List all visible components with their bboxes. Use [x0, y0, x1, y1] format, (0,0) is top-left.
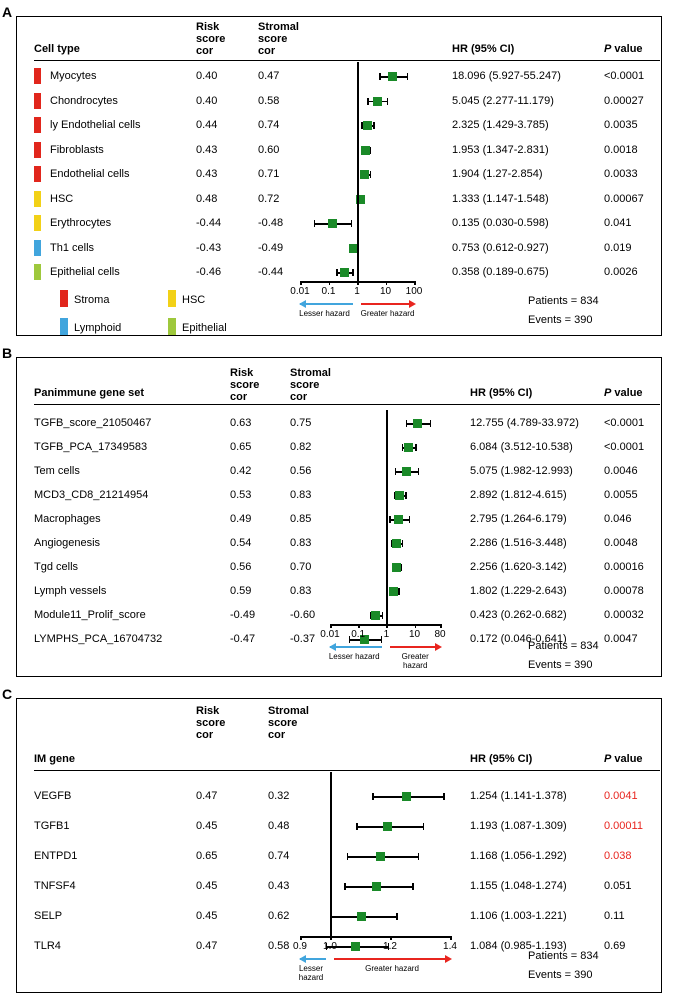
risk-score-value: 0.45	[196, 820, 218, 832]
stromal-score-value: 0.58	[258, 94, 280, 107]
stromal-score-value: 0.43	[268, 880, 290, 892]
x-axis-tick-label: 100	[405, 286, 423, 297]
column-header-hr: HR (95% CI)	[452, 43, 515, 55]
row-label: Myocytes	[50, 70, 97, 82]
lesser-hazard-arrow	[300, 303, 353, 305]
row-label: Chondrocytes	[50, 94, 118, 107]
row-label: Endothelial cells	[50, 168, 130, 180]
x-axis-tick	[386, 624, 388, 628]
row-label: Lymph vessels	[34, 585, 107, 597]
p-value: 0.00016	[604, 561, 644, 573]
patients-count: Patients = 834	[528, 950, 599, 962]
column-header-risk-score-cor: score	[196, 33, 226, 45]
x-axis-tick	[415, 624, 417, 628]
stromal-score-value: 0.32	[268, 790, 290, 802]
legend-swatch	[60, 290, 68, 307]
stromal-score-value: 0.85	[290, 513, 312, 525]
column-header-name: Panimmune gene set	[34, 387, 145, 399]
stromal-score-value: 0.70	[290, 561, 312, 573]
hr-ci-value: 6.084 (3.512-10.538)	[470, 441, 573, 453]
hr-ci-value: 2.795 (1.264-6.179)	[470, 513, 567, 525]
stromal-score-value: -0.44	[258, 266, 284, 278]
header-separator	[34, 770, 660, 771]
hr-point-marker	[392, 563, 401, 572]
p-value: 0.019	[604, 241, 632, 254]
hr-ci-value: 1.802 (1.229-2.643)	[470, 585, 567, 597]
reference-line	[330, 772, 332, 936]
greater-hazard-label: Greater hazard	[365, 964, 419, 973]
legend-swatch	[168, 290, 176, 307]
hr-ci-value: 0.135 (0.030-0.598)	[452, 217, 549, 229]
risk-score-value: -0.46	[196, 266, 222, 278]
x-axis-tick-label: 80	[434, 629, 446, 640]
risk-score-value: 0.49	[230, 513, 252, 525]
column-header-risk-score-cor: cor	[196, 729, 214, 741]
x-axis-tick	[329, 281, 331, 285]
risk-score-value: 0.54	[230, 537, 252, 549]
ci-cap-left	[367, 98, 369, 105]
p-value: 0.0018	[604, 143, 638, 156]
hr-ci-value: 18.096 (5.927-55.247)	[452, 70, 561, 82]
greater-hazard-label: Greater hazard	[360, 309, 415, 318]
hr-point-marker	[372, 882, 381, 891]
ci-cap-right	[402, 540, 404, 547]
stromal-score-value: 0.83	[290, 537, 312, 549]
row-label: Erythrocytes	[50, 217, 112, 229]
risk-score-value: 0.42	[230, 465, 252, 477]
column-header-risk-score-cor: Risk	[230, 367, 254, 379]
lesser-hazard-arrow	[330, 646, 382, 648]
risk-score-value: 0.44	[196, 119, 218, 131]
x-axis-tick-label: 1	[354, 286, 360, 297]
hr-point-marker	[392, 539, 401, 548]
stromal-score-value: 0.47	[258, 70, 280, 82]
hr-point-marker	[360, 170, 369, 179]
row-color-swatch	[34, 117, 41, 133]
lesser-hazard-label: Lesser hazard	[328, 652, 380, 661]
x-axis-tick-label: 10	[379, 286, 392, 297]
x-axis-tick	[440, 624, 442, 628]
row-label: LYMPHS_PCA_16704732	[34, 633, 163, 645]
p-value: 0.0055	[604, 489, 638, 501]
ci-cap-right	[415, 444, 417, 451]
risk-score-value: -0.47	[230, 633, 256, 645]
column-header-stromal-score-cor: Stromal	[290, 367, 331, 379]
ci-cap-right	[418, 468, 420, 475]
legend-swatch	[60, 318, 68, 335]
ci-cap-right	[370, 147, 372, 154]
x-axis-tick-label: 10	[408, 629, 421, 640]
hr-ci-value: 2.325 (1.429-3.785)	[452, 119, 549, 131]
risk-score-value: 0.65	[230, 441, 252, 453]
greater-hazard-arrow	[361, 303, 410, 305]
risk-score-value: 0.45	[196, 880, 218, 892]
lesser-hazard-label: Lesser hazard	[298, 964, 324, 982]
hr-point-marker	[376, 852, 385, 861]
panel-letter-b: B	[2, 345, 13, 361]
row-color-swatch	[34, 264, 41, 280]
hr-point-marker	[351, 942, 360, 951]
lesser-hazard-arrowhead	[299, 955, 306, 963]
stromal-score-value: 0.72	[258, 192, 280, 205]
column-header-pvalue: P value	[604, 387, 643, 399]
stromal-score-value: 0.48	[268, 820, 290, 832]
hr-ci-value: 2.892 (1.812-4.615)	[470, 489, 567, 501]
hr-point-marker	[373, 97, 382, 106]
x-axis-tick	[330, 624, 332, 628]
column-header-stromal-score-cor: cor	[258, 45, 276, 57]
greater-hazard-arrowhead	[435, 643, 442, 651]
p-value: <0.0001	[604, 417, 645, 429]
ci-cap-right	[412, 883, 414, 890]
ci-cap-right	[351, 220, 353, 227]
hr-point-marker	[340, 268, 349, 277]
x-axis-tick	[300, 936, 302, 940]
legend-swatch	[168, 318, 176, 335]
row-label: ly Endothelial cells	[50, 119, 141, 131]
x-axis-tick	[300, 281, 302, 285]
column-header-stromal-score-cor: score	[290, 379, 320, 391]
ci-cap-left	[356, 823, 358, 830]
stromal-score-value: 0.71	[258, 168, 280, 180]
column-header-name: IM gene	[34, 753, 75, 765]
risk-score-value: 0.56	[230, 561, 252, 573]
patients-count: Patients = 834	[528, 295, 599, 307]
stromal-score-value: -0.60	[290, 609, 316, 621]
p-value: 0.0048	[604, 537, 638, 549]
legend-label: HSC	[182, 294, 206, 306]
hr-point-marker	[413, 419, 422, 428]
risk-score-value: 0.43	[196, 168, 218, 180]
p-value: 0.051	[604, 880, 632, 892]
hr-ci-value: 1.904 (1.27-2.854)	[452, 168, 543, 180]
x-axis-tick	[358, 624, 360, 628]
hr-point-marker	[363, 121, 372, 130]
hr-point-marker	[371, 611, 380, 620]
row-label: MCD3_CD8_21214954	[34, 489, 149, 501]
x-axis-line	[330, 624, 440, 626]
p-value: 0.0035	[604, 119, 638, 131]
stromal-score-value: 0.58	[268, 940, 290, 952]
hr-ci-value: 0.753 (0.612-0.927)	[452, 241, 549, 254]
p-value: 0.0041	[604, 790, 638, 802]
greater-hazard-arrowhead	[445, 955, 452, 963]
panel-letter-a: A	[2, 4, 13, 20]
stromal-score-value: -0.49	[258, 241, 284, 254]
hr-ci-value: 2.256 (1.620-3.142)	[470, 561, 567, 573]
stromal-score-value: 0.62	[268, 910, 290, 922]
column-header-risk-score-cor: cor	[230, 391, 248, 403]
greater-hazard-label: Greater hazard	[401, 652, 429, 670]
column-header-stromal-score-cor: cor	[290, 391, 308, 403]
column-header-stromal-score-cor: Stromal	[268, 705, 309, 717]
x-axis-tick-label: 0.01	[290, 286, 310, 297]
ci-cap-right	[382, 612, 384, 619]
column-header-stromal-score-cor: score	[258, 33, 288, 45]
stromal-score-value: 0.74	[258, 119, 280, 131]
p-value: 0.046	[604, 513, 632, 525]
row-label: Tem cells	[34, 465, 80, 477]
ci-cap-left	[406, 420, 408, 427]
column-header-name: Cell type	[34, 43, 80, 55]
hr-point-marker	[388, 72, 397, 81]
x-axis-tick-label: 0.9	[293, 941, 307, 952]
ci-cap-left	[395, 468, 397, 475]
risk-score-value: 0.45	[196, 910, 218, 922]
ci-cap-right	[409, 516, 411, 523]
ci-cap-left	[372, 793, 374, 800]
row-label: Th1 cells	[50, 241, 95, 254]
ci-cap-right	[370, 171, 372, 178]
risk-score-value: 0.65	[196, 850, 218, 862]
ci-cap-right	[387, 98, 389, 105]
ci-cap-right	[418, 853, 420, 860]
column-header-stromal-score-cor: cor	[268, 729, 286, 741]
risk-score-value: -0.43	[196, 241, 222, 254]
hr-point-marker	[404, 443, 413, 452]
column-header-risk-score-cor: score	[230, 379, 260, 391]
hr-ci-value: 0.423 (0.262-0.682)	[470, 609, 567, 621]
legend-label: Stroma	[74, 294, 110, 306]
ci-cap-right	[373, 122, 375, 129]
hr-point-marker	[328, 219, 337, 228]
risk-score-value: 0.63	[230, 417, 252, 429]
column-header-risk-score-cor: score	[196, 717, 226, 729]
p-value: 0.69	[604, 940, 626, 952]
stromal-score-value: 0.83	[290, 585, 312, 597]
hr-ci-value: 1.953 (1.347-2.831)	[452, 143, 549, 156]
row-label: TGFB_score_21050467	[34, 417, 152, 429]
header-separator	[34, 404, 660, 405]
x-axis-tick	[414, 281, 416, 285]
stromal-score-value: -0.37	[290, 633, 316, 645]
x-axis-tick-label: 0.01	[320, 629, 340, 640]
row-label: TGFB_PCA_17349583	[34, 441, 148, 453]
row-label: SELP	[34, 910, 63, 922]
risk-score-value: 0.48	[196, 192, 218, 205]
legend-label: Lymphoid	[74, 322, 122, 334]
x-axis-tick	[450, 936, 452, 940]
patients-count: Patients = 834	[528, 640, 599, 652]
risk-score-value: -0.44	[196, 217, 222, 229]
p-value: <0.0001	[604, 70, 645, 82]
hr-ci-value: 1.155 (1.048-1.274)	[470, 880, 567, 892]
risk-score-value: 0.59	[230, 585, 252, 597]
ci-cap-left	[314, 220, 316, 227]
reference-line	[386, 410, 388, 624]
greater-hazard-arrowhead	[409, 300, 416, 308]
ci-cap-left	[336, 269, 338, 276]
row-color-swatch	[34, 93, 41, 109]
risk-score-value: 0.40	[196, 94, 218, 107]
x-axis-tick	[357, 281, 359, 285]
column-header-risk-score-cor: Risk	[196, 21, 220, 33]
x-axis-tick	[330, 936, 332, 940]
column-header-risk-score-cor: cor	[196, 45, 214, 57]
column-header-hr: HR (95% CI)	[470, 753, 533, 765]
row-label: Fibroblasts	[50, 143, 104, 156]
hr-point-marker	[402, 467, 411, 476]
x-axis-tick-label: 0.1	[351, 629, 366, 640]
events-count: Events = 390	[528, 969, 593, 981]
hr-ci-value: 1.333 (1.147-1.548)	[452, 192, 549, 205]
risk-score-value: 0.47	[196, 940, 218, 952]
row-color-swatch	[34, 142, 41, 158]
ci-cap-right	[396, 913, 398, 920]
hr-point-marker	[361, 146, 370, 155]
p-value: 0.0047	[604, 633, 638, 645]
p-value: 0.0026	[604, 266, 638, 278]
x-axis-tick-label: 1.0	[323, 941, 337, 952]
x-axis-tick	[386, 281, 388, 285]
x-axis-tick-label: 1	[383, 629, 390, 640]
hr-ci-value: 1.168 (1.056-1.292)	[470, 850, 567, 862]
hr-ci-value: 1.084 (0.985-1.193)	[470, 940, 567, 952]
ci-cap-right	[423, 823, 425, 830]
events-count: Events = 390	[528, 659, 593, 671]
column-header-stromal-score-cor: Stromal	[258, 21, 299, 33]
row-label: Macrophages	[34, 513, 101, 525]
stromal-score-value: -0.48	[258, 217, 284, 229]
lesser-hazard-arrowhead	[299, 300, 306, 308]
row-color-swatch	[34, 68, 41, 84]
stromal-score-value: 0.75	[290, 417, 312, 429]
events-count: Events = 390	[528, 314, 593, 326]
hr-ci-value: 1.106 (1.003-1.221)	[470, 910, 567, 922]
ci-cap-left	[379, 73, 381, 80]
stromal-score-value: 0.83	[290, 489, 312, 501]
stromal-score-value: 0.82	[290, 441, 312, 453]
p-value: 0.00067	[604, 192, 644, 205]
ci-cap-right	[352, 269, 354, 276]
risk-score-value: 0.47	[196, 790, 218, 802]
column-header-pvalue: P value	[604, 753, 643, 765]
row-label: ENTPD1	[34, 850, 78, 862]
hr-point-marker	[395, 491, 404, 500]
p-value: 0.0046	[604, 465, 638, 477]
ci-cap-right	[430, 420, 432, 427]
row-label: VEGFB	[34, 790, 72, 802]
hr-ci-value: 0.358 (0.189-0.675)	[452, 266, 549, 278]
lesser-hazard-arrowhead	[329, 643, 336, 651]
p-value: 0.00078	[604, 585, 644, 597]
header-separator	[34, 60, 660, 61]
column-header-risk-score-cor: Risk	[196, 705, 220, 717]
risk-score-value: 0.53	[230, 489, 252, 501]
p-value: 0.00027	[604, 94, 644, 107]
ci-cap-right	[405, 492, 407, 499]
ci-cap-left	[344, 883, 346, 890]
row-label: Angiogenesis	[34, 537, 101, 549]
ci-cap-right	[407, 73, 409, 80]
column-header-hr: HR (95% CI)	[470, 387, 533, 399]
x-axis-tick-label: 1.4	[443, 941, 457, 952]
x-axis-tick-label: 1.2	[383, 941, 397, 952]
p-value: 0.00032	[604, 609, 644, 621]
row-label: Tgd cells	[34, 561, 79, 573]
ci-cap-left	[389, 516, 391, 523]
hr-ci-value: 5.045 (2.277-11.179)	[452, 94, 554, 107]
x-axis-line	[300, 936, 450, 938]
hr-point-marker	[389, 587, 398, 596]
p-value: 0.038	[604, 850, 632, 862]
hr-point-marker	[357, 912, 366, 921]
p-value: <0.0001	[604, 441, 645, 453]
row-label: HSC	[50, 192, 74, 205]
hr-ci-value: 0.172 (0.046-0.641)	[470, 633, 567, 645]
hr-ci-value: 1.193 (1.087-1.309)	[470, 820, 567, 832]
hr-ci-value: 5.075 (1.982-12.993)	[470, 465, 573, 477]
greater-hazard-arrow	[390, 646, 436, 648]
reference-line	[357, 62, 359, 281]
hr-point-marker	[383, 822, 392, 831]
ci-cap-right	[398, 588, 400, 595]
p-value: 0.11	[604, 910, 625, 922]
hr-point-marker	[394, 515, 403, 524]
risk-score-value: -0.49	[230, 609, 256, 621]
row-label: TLR4	[34, 940, 61, 952]
hr-point-marker	[402, 792, 411, 801]
row-color-swatch	[34, 166, 41, 182]
row-label: Module11_Prolif_score	[34, 609, 146, 621]
row-label: TNFSF4	[34, 880, 76, 892]
x-axis-tick-label: 0.1	[321, 286, 336, 297]
risk-score-value: 0.43	[196, 143, 218, 156]
row-color-swatch	[34, 215, 41, 231]
row-color-swatch	[34, 240, 41, 256]
hr-ci-value: 12.755 (4.789-33.972)	[470, 417, 579, 429]
p-value: 0.0033	[604, 168, 638, 180]
greater-hazard-arrow	[334, 958, 446, 960]
risk-score-value: 0.40	[196, 70, 218, 82]
hr-ci-value: 2.286 (1.516-3.448)	[470, 537, 567, 549]
stromal-score-value: 0.56	[290, 465, 312, 477]
stromal-score-value: 0.60	[258, 143, 280, 156]
panel-letter-c: C	[2, 686, 13, 702]
hr-ci-value: 1.254 (1.141-1.378)	[470, 790, 567, 802]
row-label: TGFB1	[34, 820, 70, 832]
legend-label: Epithelial	[182, 322, 227, 334]
ci-cap-left	[347, 853, 349, 860]
lesser-hazard-label: Lesser hazard	[299, 309, 350, 318]
column-header-pvalue: P value	[604, 43, 643, 55]
stromal-score-value: 0.74	[268, 850, 290, 862]
column-header-stromal-score-cor: score	[268, 717, 298, 729]
ci-cap-right	[443, 793, 445, 800]
p-value: 0.00011	[604, 820, 643, 832]
p-value: 0.041	[604, 217, 632, 229]
row-label: Epithelial cells	[50, 266, 120, 278]
row-color-swatch	[34, 191, 41, 207]
x-axis-tick	[390, 936, 392, 940]
